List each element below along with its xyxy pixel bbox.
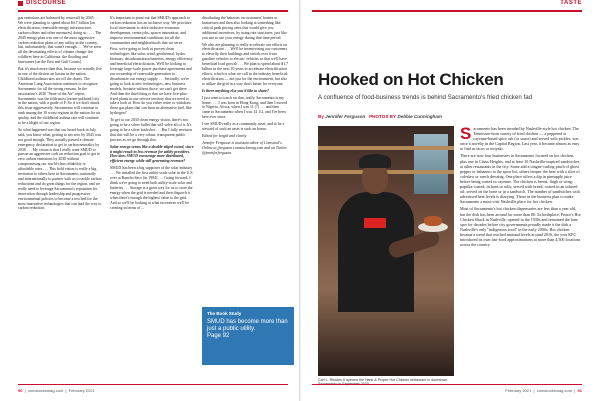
article-column-2 [110,16,194,212]
section-label-left: DISCOURSE [26,0,67,6]
article-dek: A confluence of food-business trends is behind Sacramento's fried chicken fad [318,94,533,101]
edited-note: Edited for length and clarity. [202,133,248,138]
paragraph: To get to our 2030 clean energy vision, there's not going to be a silver bullet that will solve all of it. It's going to be a silver buckshot . . . But I fully envision that this will be a very robust, transparent public process as we go through this. [110,118,193,142]
article-headline: Hooked on Hot Chicken [318,70,504,89]
article-body [460,126,582,249]
interview-question: Solar energy seems like a double-edged sword, since it might result in less revenue for utility providers. How does SMUD encourage more distributed, efficient energy while still generating revenue? [110,144,194,164]
article-column-3 [202,16,288,158]
byline-photo-label: PHOTOS BY [369,114,397,119]
footer-site-left: comstocksmag.com [27,388,64,393]
byline-author: Jennifer Ferguson [325,114,366,119]
photo-window-shape [414,134,448,194]
page-gutter [299,0,301,401]
section-label-right: TASTE [560,0,582,6]
footer-site-right: comstocksmag.com [536,388,573,393]
article-byline [318,114,578,119]
photo-apron-logo-shape [364,218,386,228]
paragraph: I just want to touch on that, really, Sacramento is my home. . . . I was born in Hong Kong, and then I moved to Nigeria, Africa, when I was 11 (?) . . . and then came to Sacramento when I was 14 1/2, and I've been here ever since. [202,95,288,120]
chef-photo [318,126,454,376]
book-study-body: SMUD has become more than just a public utility. [207,319,288,332]
page-number-right: 91 [577,388,582,393]
paragraph: But it's much more than that, because we actually live in one of the dirtiest air basins in the nation. Childhood asthma rates are off the charts. The American Lung Association continues to recognize Sacramento for all the wrong reasons. In the association's 2020 "State of the Air" report, Sacramento was the fifth-most [ozone-polluted] city in the nation, with a grade of F. So if we don't attack this issue aggressively, Sacramento will continue to rank among the 10 worst regions in the nation for air quality, and the childhood asthma rate will continue to be a blight of our region. [18,67,102,126]
byline-prefix: By [318,114,324,119]
paragraph: So what happened was that our board back in July said, you know what, getting to net zero by 2045 was not good enough. They actually passed a climate emergency declaration to get to carbon neutrality by 2030 . . . My vision is that I really want SMUD to pursue an aggressive carb on reduction goal to get to zero carbon emissions by 2030 without compromising our world-class reliability or affordable rates . . . This bold vision is really a big invitation to others here in Sacramento, nationally and internationally to partner with us to tackle carbon reductions and do great things for the region, and we really need to leverage Sacramento's reputation for innovation through leadership and progressive environmental policies to become a test bed for the most innovative technologies that can lead the way to carbon reduction. [18,127,102,211]
footer-date-left: February 2021 [68,388,95,393]
footer-right: February 2021 | comstocksmag.com | 91 [505,388,582,393]
paragraph: It's important to point out that SMUD's approach to carbon reduction has an inclusive way. We prioritize local investment to drive inclusive economic development, create jobs, spawn innovation, and improve environmental conditions for all the communities and neighborhoods that we serve. [110,16,192,45]
photo-chef-cap-shape [359,154,391,168]
photo-caption: Carl L. Rhodes II opened the Hank & Proper Hot Chicken restaurant in downtown [318,378,448,382]
photo-shelf-shape [318,146,454,150]
book-study-page-ref: Page 92 [207,333,230,339]
paragraph: First, we're going to look at proven clean technologies like solar, wind, geothermal, hydro, biomass, decarbonization batteries, energy efficiency and beneficial electrification. We'll be looking to leverage large-scale power purchase agreements and our ownership of renewable generation to decarbonize our energy supply . . . Secondly, we're going to look at new technologies, new business models, because without those, we can't get there . . . And then the third thing is that we have five-plus-fixed plants in our service territory that we need to take a look at. How do you either retire or withdraw those gas plans that can burn an alternative fuel, like hydrogen? [110,47,193,116]
article-column-1 [18,16,102,213]
book-study-title: The Book Study [207,311,242,316]
drop-cap: S [460,124,472,143]
footer-rule-right [312,384,582,385]
book-study-box [202,307,294,365]
interview-question: Is there anything else you'd like to share? [202,88,269,93]
author-bio: Jennifer Ferguson is assistant editor of Comstock's. Online at jferguson.comstocksmag.com and on Twitter @jenniferferguson. [202,140,287,155]
page-number-left: 90 [18,388,23,393]
paragraph: I see SMUD really as a community asset, and to be a steward of such an asset is such an honor. [202,122,285,132]
paragraph: There are now four businesses in Sacramento focused on hot chicken, plus one in Citrus Heights, and at least 10 Nashville-inspired sandwiches at other restaurants in the city. Some add a tongue-curling pinch of ghost pepper or habanero to the spice list, others temper the heat with a slice of coleslaw or ranch dressing. One place offers a dip in pineapple juice before being coated in cayenne. The chicken is breast, thigh or wing; paprika-coated; in buns or rolls; served with bread; coated in an infused oil; served on the bone or in a sandwich. The number of sandwiches with advertised heat levels is dizzying. Those in the business plan to make Sacramento a must-visit Nashville place for hot chicken. [460,153,580,205]
footer-left: 90 | comstocksmag.com | February 2021 [18,388,95,393]
paragraph: We also are planning to really accelerate our efforts on electrification . . . We'll be incentivizing our customers to electrify their buildings and switch over from gasoline vehicles to electric vehicles so that we'll have beneficial load growth . . . We plan to spend about $1.7 billion in the next 10 years to accelerate electrification efforts, which is what we call in the industry beneficial electrification — not just for the environment, but also to utilize the grid in a way that's better for everyone. [202,42,288,86]
photo-chicken-shape [424,216,442,226]
paragraph: distributing the batteries on customers' homes or businesses and then also looking at something like critical peak pricing rates that would give you additional incentives, by using rate structures, just like you use to use your energy during that time period. [202,16,287,40]
paragraph: Most of Sacramento's hot chicken dispensaries are less than a year old, but the dish has been around for more than 80. Its birthplace, Prince's Hot Chicken Shack in Nashville, opened in the 1930s and remained the lone spot for decades before city governments proudly made it the dish a Nashville's only "indigenous food" in the early 2000s. Hot chicken became a trend that reached national levels around 2016, the year KFC introduced its own fast-food approximations at more than 4,500 locations across the country. [460,206,581,248]
top-rule-right [312,10,582,12]
byline-photographer: Debbie Cunningham [397,114,443,119]
paragraph [460,126,582,151]
paragraph-text: acramento has been invaded by Nashville-style hot chicken. The Tennessee-born variety of fried chicken — a peppered or cayenne-based spice rub (or sauce) and served with pickles, was once a novelty in the Capital Region. Last year, it became almost as easy to find as tacos or teriyaki. [460,126,580,152]
footer-date-right: February 2021 [505,388,532,393]
section-marker-icon [18,1,23,6]
top-rule-left [18,10,288,12]
paragraph: gas emissions are balanced by removal) by 2045 . . . We were planning to spend about $4.7 billion [on electrification, renewable energy infrastructure, carbon offsets and other measures] doing so . . . . The 2045 energy plan was one of the most aggressive carbon reduction plans of any utility in the country, but, unfortunately, that wasn't enough . . . We've seen all the devastating effects of climate change: the wildfires here in California, the flooding and hurricanes [on the East and Gulf Coasts]. [18,16,102,65]
paragraph: SMUD has been a big supporter of the solar industry . . . We installed the first utility-scale solar in the U.S. over at Rancho Seco [in 1984] . . . Going forward, I think we're going to need both utility-scale solar and batteries . . . Storage is a great way for us to store the energy when the grid is needed and then dispatch it when there's enough the highest value to the grid. And so we'll be looking at what incentives we'll be creating in terms of ... [110,166,194,210]
footer-rule-left [18,384,288,385]
